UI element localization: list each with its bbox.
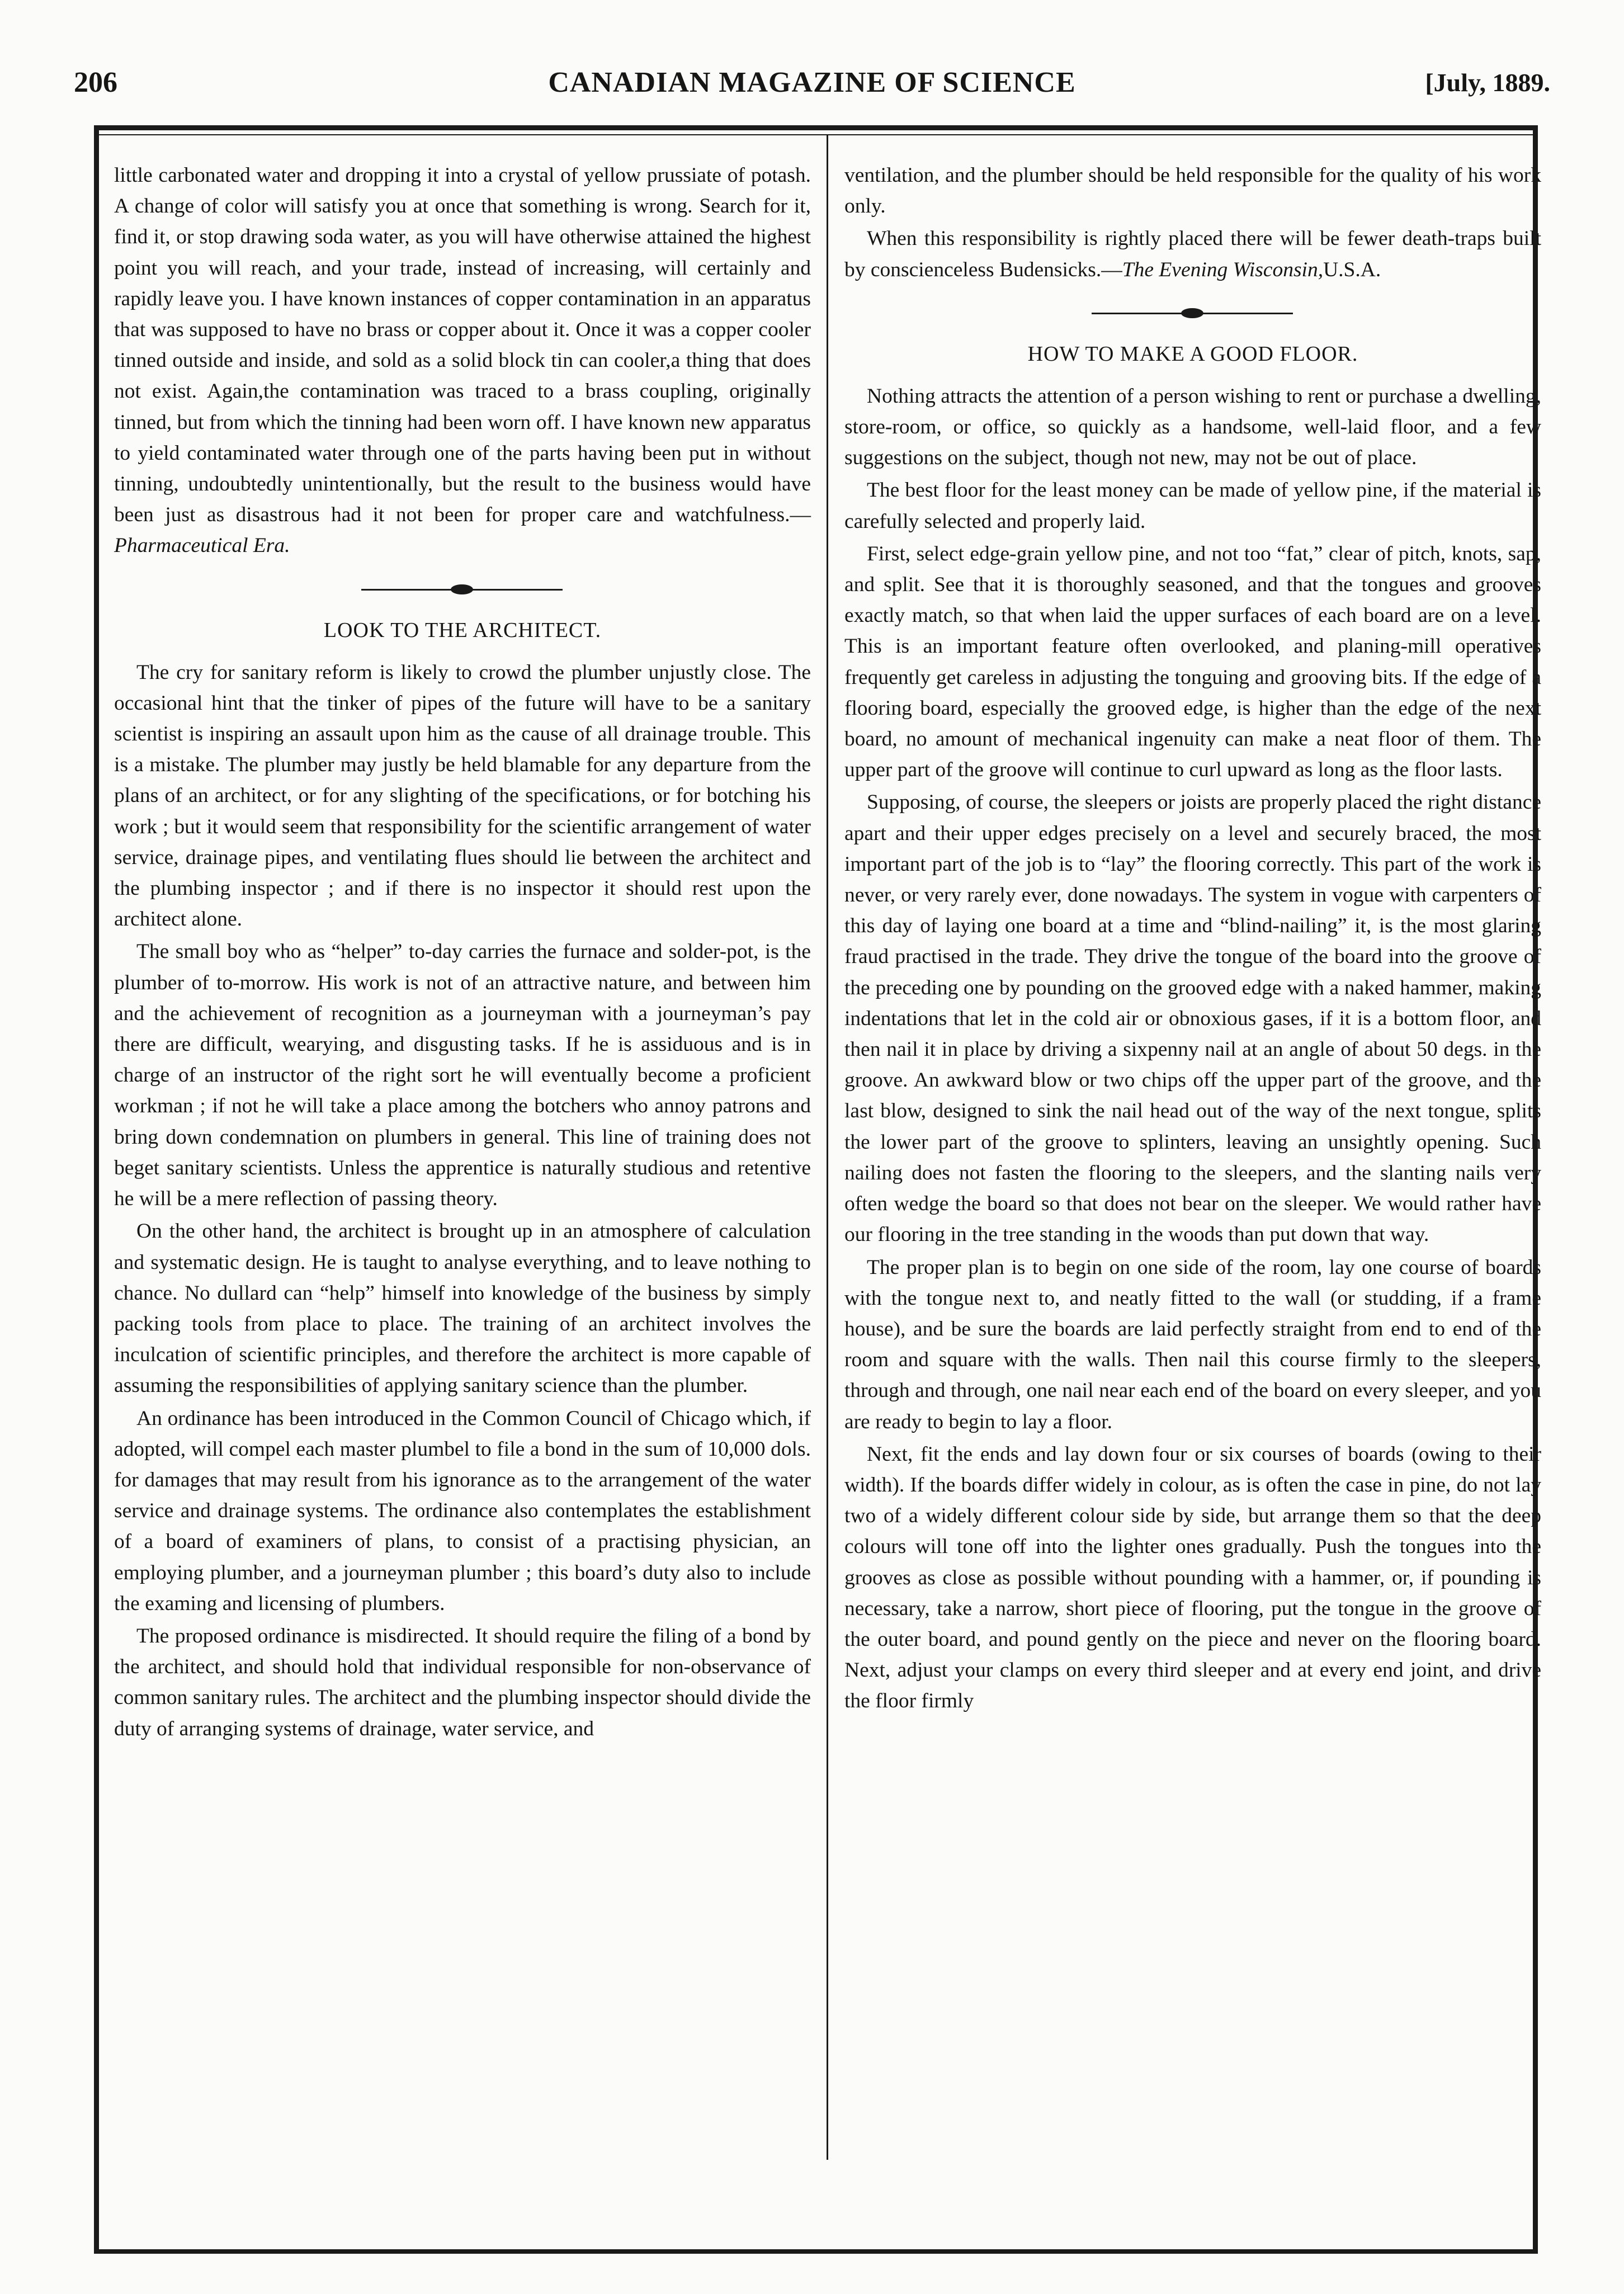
bottom-border: [94, 2249, 1538, 2254]
top-border-thin: [94, 134, 1538, 135]
paragraph: The proposed ordinance is misdirected. It should require the filing of a bond by the architect, and should hold that individual responsible for non-observance of common sanitary rules. The architect and the plumbing inspector should divide the duty of arranging systems of drainage, water service, and: [114, 1624, 811, 1740]
right-column: [844, 160, 1541, 1719]
paragraph: Next, fit the ends and lay down four or six courses of boards (owing to their width). If the boards differ widely in colour, as is often the case in pine, do not lay two of a widely different colour side by side, but arrange them so that the deep colours will tone off into the lighter ones gradually. Push the tongues into the grooves as close as possible without pounding with a hammer, or, if pounding is necessary, take a narrow, short piece of flooring, put the tongue in the groove of the outer board, and pound gently on the piece and never on the flooring board. Next, adjust your clamps on every third sleeper and at every end joint, and drive the floor firmly: [844, 1442, 1541, 1713]
article-heading: HOW TO MAKE A GOOD FLOOR.: [1027, 342, 1358, 366]
paragraph: ventilation, and the plumber should be held responsible for the quality of his work only.: [844, 164, 1541, 218]
separator-ornament: [451, 584, 473, 594]
paragraph: The cry for sanitary reform is likely to crowd the plumber unjustly close. The occasional hint that the tinker of pipes of the future will have to be a sanitary scientist is inspiring an assault upon him as the cause of all drainage trouble. This is a mistake. The plumber may justly be held blamable for any departure from the plans of an architect, or for any slighting of the specifications, or for botching his work ; but it would seem that responsibility for the scientific arrangement of water service, drainage pipes, and ventilating flues should lie between the architect and the plumbing inspector ; and if there is no inspector it should rest upon the architect alone.: [114, 660, 811, 931]
issue-date: [July, 1889.: [1425, 68, 1550, 97]
column-divider: [827, 135, 828, 2160]
paragraph-text: little carbonated water and dropping it into a crystal of yellow prussiate of potash. A change of color will satisfy you at once that something is wrong. Search for it, find it, or stop drawing soda water, as you will have otherwise attained the highest point you will reach, and your trade, instead of increasing, will certainly and rapidly leave you. I have known instances of copper contamination in an apparatus that was supposed to have no brass or copper about it. Once it was a copper cooler tinned outside and inside, and sold as a solid block tin can cooler,a thing that does not exist. Again,the contamination was traced to a brass coupling, originally tinned, but from which the tinning had been worn off. I have known new apparatus to yield contaminated water through one of the parts having been put in without tinning, undoubtedly unintentionally, but the result to the business would have been just as disastrous had it not been for proper care and watchfulness.—: [114, 164, 811, 527]
paragraph: First, select edge-grain yellow pine, and not too “fat,” clear of pitch, knots, sap, and split. See that it is thoroughly seasoned, and that the tongues and grooves exactly match, so that when laid the upper surfaces of each board are on a level. This is an important feature often overlooked, and planing-mill operatives frequently get careless in adjusting the tonguing and grooving bits. If the edge of a flooring board, especially the grooved edge, is higher than the edge of the next board, no amount of mechanical ingenuity can make a neat floor of them. The upper part of the groove will continue to curl upward as long as the floor lasts.: [844, 542, 1541, 782]
left-column: [114, 160, 811, 1746]
section-separator: [114, 578, 811, 601]
top-border-thick: [94, 125, 1538, 130]
paragraph: On the other hand, the architect is brought up in an atmosphere of calculation and systematic design. He is taught to analyse everything, and to leave nothing to chance. No dullard can “help” himself into knowledge of the business by simply packing tools from place to place. The training of an architect involves the inculcation of scientific principles, and therefore the architect is more capable of assuming the responsibilities of applying sanitary science than the plumber.: [114, 1220, 811, 1398]
section-separator: [844, 302, 1541, 324]
paragraph: An ordinance has been introduced in the Common Council of Chicago which, if adopted, will compel each master plumbel to file a bond in the sum of 10,000 dols. for damages that may result from his ignorance as to the arrangement of the water service and drainage systems. The ordinance also contemplates the establishment of a board of examiners of plans, to consist of a practising physician, an employing plumber, and a journeyman plumber ; this board’s duty also to include the examing and licensing of plumbers.: [114, 1406, 811, 1615]
magazine-title: CANADIAN MAGAZINE OF SCIENCE: [548, 67, 1076, 98]
source-citation: Pharmaceutical Era.: [114, 534, 290, 558]
paragraph: Supposing, of course, the sleepers or joists are properly placed the right distance apart and their upper edges precisely on a level and securely braced, the most important part of the job is to “lay” the flooring correctly. This part of the work is never, or very rarely ever, done nowadays. The system in vogue with carpenters of this day of laying one board at a time and “blind-nailing” it, is the most glaring fraud practised in the trade. They drive the tongue of the board into the groove of the preceding one by pounding on the grooved edge with a naked hammer, making indentations that let in the cold air or obnoxious gases, if it is a bottom floor, and then nail it in place by driving a sixpenny nail at an angle of about 50 degs. in the groove. An awkward blow or two chips off the upper part of the groove, and the last blow, designed to sink the nail head out of the way of the next tongue, splits the lower part of the groove to splinters, leaving an unsightly opening. Such nailing does not fasten the flooring to the sleepers, and the slanting nails very often wedge the board so that does not bear on the sleeper. We would rather have our flooring in the tree standing in the woods than put down that way.: [844, 791, 1541, 1247]
paragraph: [844, 223, 1541, 285]
paragraph-text: When this responsibility is rightly placed there will be fewer death-traps built by conscienceless Budensicks.—: [844, 227, 1541, 281]
article-heading: LOOK TO THE ARCHITECT.: [323, 618, 602, 642]
paragraph: The small boy who as “helper” to-day carries the furnace and solder-pot, is the plumber of to-morrow. His work is not of an attractive nature, and between him and the achievement of recognition as a journeyman with a journeyman’s pay there are difficult, wearying, and disgusting tasks. If he is assiduous and is in charge of an instructor of the right sort he will eventually become a proficient workman ; if not he will take a place among the botchers who annoy patrons and bring down condemnation on plumbers in general. This line of training does not beget sanitary scientists. Unless the apprentice is naturally studious and retentive he will be a mere reflection of passing theory.: [114, 940, 811, 1211]
paragraph: Nothing attracts the attention of a person wishing to rent or purchase a dwelling, store-room, or office, so quickly as a handsome, well-laid floor, and a few suggestions on the subject, though not new, may not be out of place.: [844, 384, 1541, 470]
paragraph: The proper plan is to begin on one side of the room, lay one course of boards with the tongue next to, and neatly fitted to the wall (or studding, if a frame house), and be sure the boards are laid perfectly straight from end to end of the room and square with the walls. Then nail this course firmly to the sleepers, through and through, one nail near each end of the board on every sleeper, and you are ready to begin to lay a floor.: [844, 1255, 1541, 1433]
paragraph: The best floor for the least money can be made of yellow pine, if the material is carefully selected and properly laid.: [844, 479, 1541, 533]
source-citation: The Evening Wisconsin,: [1122, 258, 1324, 281]
paragraph: [114, 160, 811, 561]
separator-ornament: [1181, 308, 1203, 318]
left-border: [94, 125, 99, 2254]
source-country: U.S.A.: [1323, 258, 1381, 281]
page-number: 206: [74, 67, 117, 98]
